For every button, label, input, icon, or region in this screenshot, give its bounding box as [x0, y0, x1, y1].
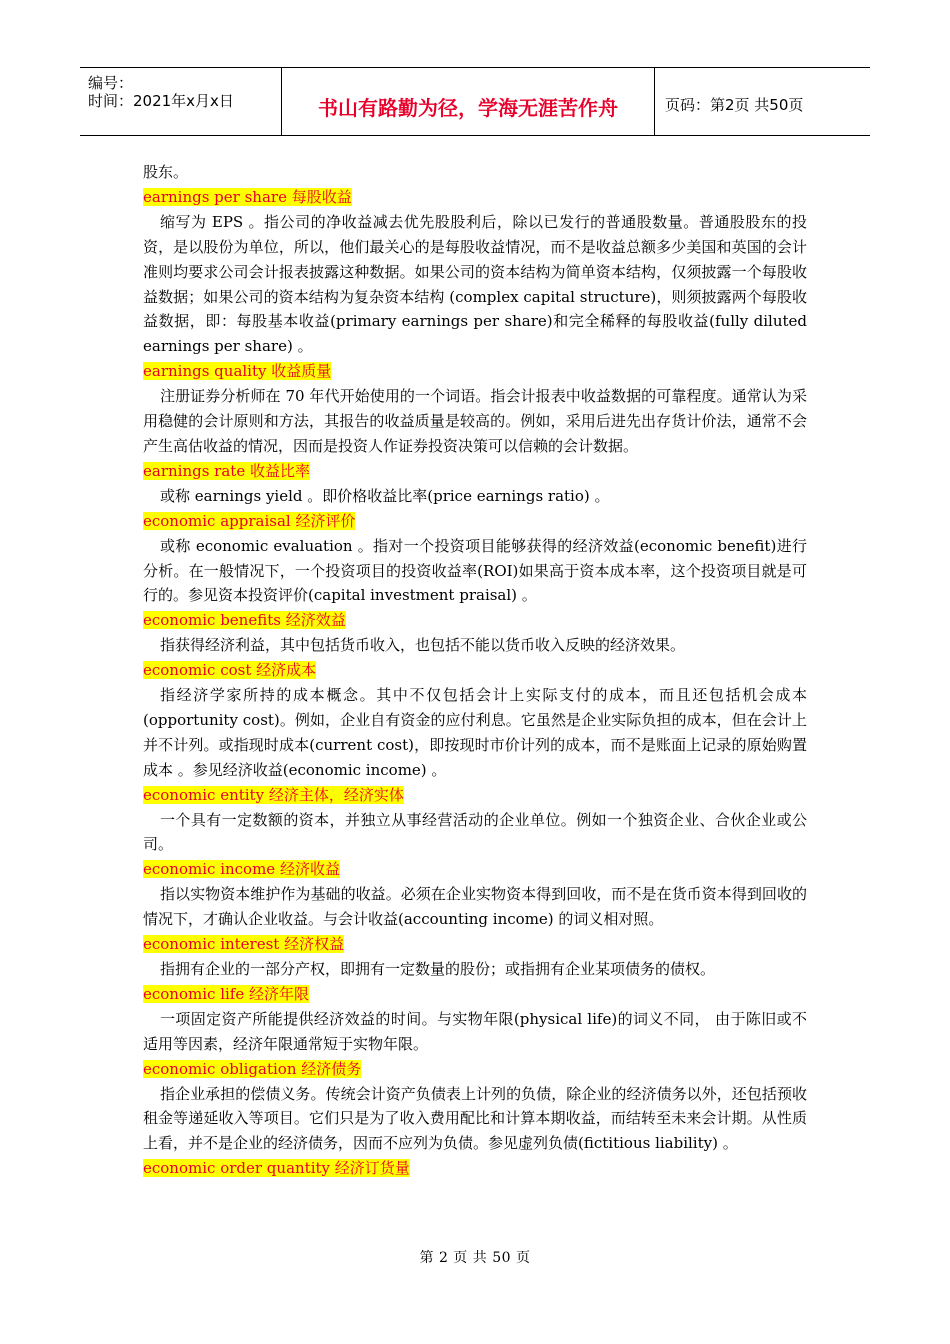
- glossary-entry: [143, 982, 807, 1057]
- entry-text: 注册证券分析师在 70 年代开始使用的一个词语。指会计报表中收益数据的可靠程度。通常认为采用稳健的会计原则和方法，其报告的收益质量是较高的。例如，采用后进先出存货计价法，通常不会产生高估收益的情况，因而是投资人作证券投资决策可以信赖的会计数据。: [143, 387, 807, 455]
- glossary-entry: [143, 1156, 807, 1181]
- header-page-cell: [655, 68, 870, 135]
- entry-term: earnings rate 收益比率: [143, 461, 310, 480]
- date-label: 时间：2021年x月x日: [88, 92, 234, 110]
- glossary-entry: [143, 1057, 807, 1157]
- glossary-entry: [143, 783, 807, 858]
- glossary-entry: [143, 459, 807, 509]
- header-meta-cell: [80, 68, 282, 135]
- glossary-entry: [143, 857, 807, 932]
- glossary-entry: [143, 359, 807, 459]
- entry-text: 指经济学家所持的成本概念。其中不仅包括会计上实际支付的成本，而且还包括机会成本(opportunity cost)。例如，企业自有资金的应付利息。它虽然是企业实际负担的成本，但在会计上并不计列。或指现时成本(current cost)，即按现时市价计列的成本，而不是账面上记录的原始购置成本 。参见经济收益(economic income) 。: [143, 686, 807, 779]
- glossary-entry: [143, 509, 807, 609]
- glossary-entry: [143, 185, 807, 359]
- number-label: 编号：: [88, 74, 134, 92]
- entry-text: 指拥有企业的一部分产权，即拥有一定数量的股份；或指拥有企业某项债务的债权。: [160, 960, 716, 978]
- glossary-entry: [143, 658, 807, 783]
- entry-term: economic entity 经济主体，经济实体: [143, 785, 404, 804]
- entry-term: economic benefits 经济效益: [143, 611, 346, 630]
- entry-term: economic appraisal 经济评价: [143, 511, 356, 530]
- entry-text: 指以实物资本维护作为基础的收益。必须在企业实物资本得到回收，而不是在货币资本得到回收的情况下，才确认企业收益。与会计收益(accounting income) 的词义相对照。: [143, 885, 807, 929]
- entry-text: 指企业承担的偿债义务。传统会计资产负债表上计列的负债，除企业的经济债务以外，还包括预收租金等递延收入等项目。它们只是为了收入费用配比和计算本期收益，而结转至未来会计期。从性质上看，并不是企业的经济债务，因而不应列为负债。参见虚列负债(fictitious liability) 。: [143, 1084, 807, 1153]
- entry-term: earnings per share 每股收益: [143, 187, 352, 206]
- entry-text: 一个具有一定数额的资本，并独立从事经营活动的企业单位。例如一个独资企业、合伙企业或公司。: [143, 810, 807, 854]
- motto: 书山有路勤为径，学海无涯苦作舟: [318, 96, 618, 120]
- entry-text: 指获得经济利益，其中包括货币收入，也包括不能以货币收入反映的经济效果。: [160, 636, 686, 655]
- entry-text: 或称 economic evaluation 。指对一个投资项目能够获得的经济效益(economic benefit)进行分析。在一般情况下，一个投资项目的投资收益率(ROI)如果高于资本成本率，这个投资项目就是可行的。参见资本投资评价(capital investment praisal) 。: [143, 536, 807, 605]
- entry-text: 一项固定资产所能提供经济效益的时间。与实物年限(physical life)的词义不同， 由于陈旧或不适用等因素，经济年限通常短于实物年限。: [143, 1009, 807, 1053]
- entry-text: 缩写为 EPS 。指公司的净收益减去优先股股利后，除以已发行的普通股数量。普通股股东的投资，是以股份为单位，所以，他们最关心的是每股收益情况，而不是收益总额多少美国和英国的会计准则均要求公司会计报表披露这种数据。如果公司的资本结构为简单资本结构，仅须披露一个每股收益数据；如果公司的资本结构为复杂资本结构 (complex capital structure)，则须披露两个每股收益数据，即：每股基本收益(primary earnings per share)和完全稀释的每股收益(fully diluted earnings per share) 。: [143, 212, 807, 356]
- glossary-entry: [143, 608, 807, 658]
- entry-term: economic interest 经济权益: [143, 935, 345, 954]
- header-motto-cell: [282, 68, 655, 135]
- entry-term: economic life 经济年限: [143, 984, 309, 1003]
- entry-term: economic cost 经济成本: [143, 661, 317, 680]
- entry-term: economic obligation 经济债务: [143, 1059, 362, 1078]
- page-footer: 第 2 页 共 50 页: [419, 1250, 531, 1266]
- glossary-entry: [143, 932, 807, 982]
- header-table: [80, 67, 870, 136]
- entry-text: 或称 earnings yield 。即价格收益比率(price earnings ratio) 。: [160, 486, 610, 505]
- entry-term: economic order quantity 经济订货量: [143, 1159, 410, 1178]
- entry-term: economic income 经济收益: [143, 860, 340, 879]
- intro-text: 股东。: [143, 163, 189, 181]
- document-body: [143, 160, 807, 1181]
- page-label: 页码：第2页 共50页: [665, 96, 804, 114]
- entry-term: earnings quality 收益质量: [143, 362, 332, 381]
